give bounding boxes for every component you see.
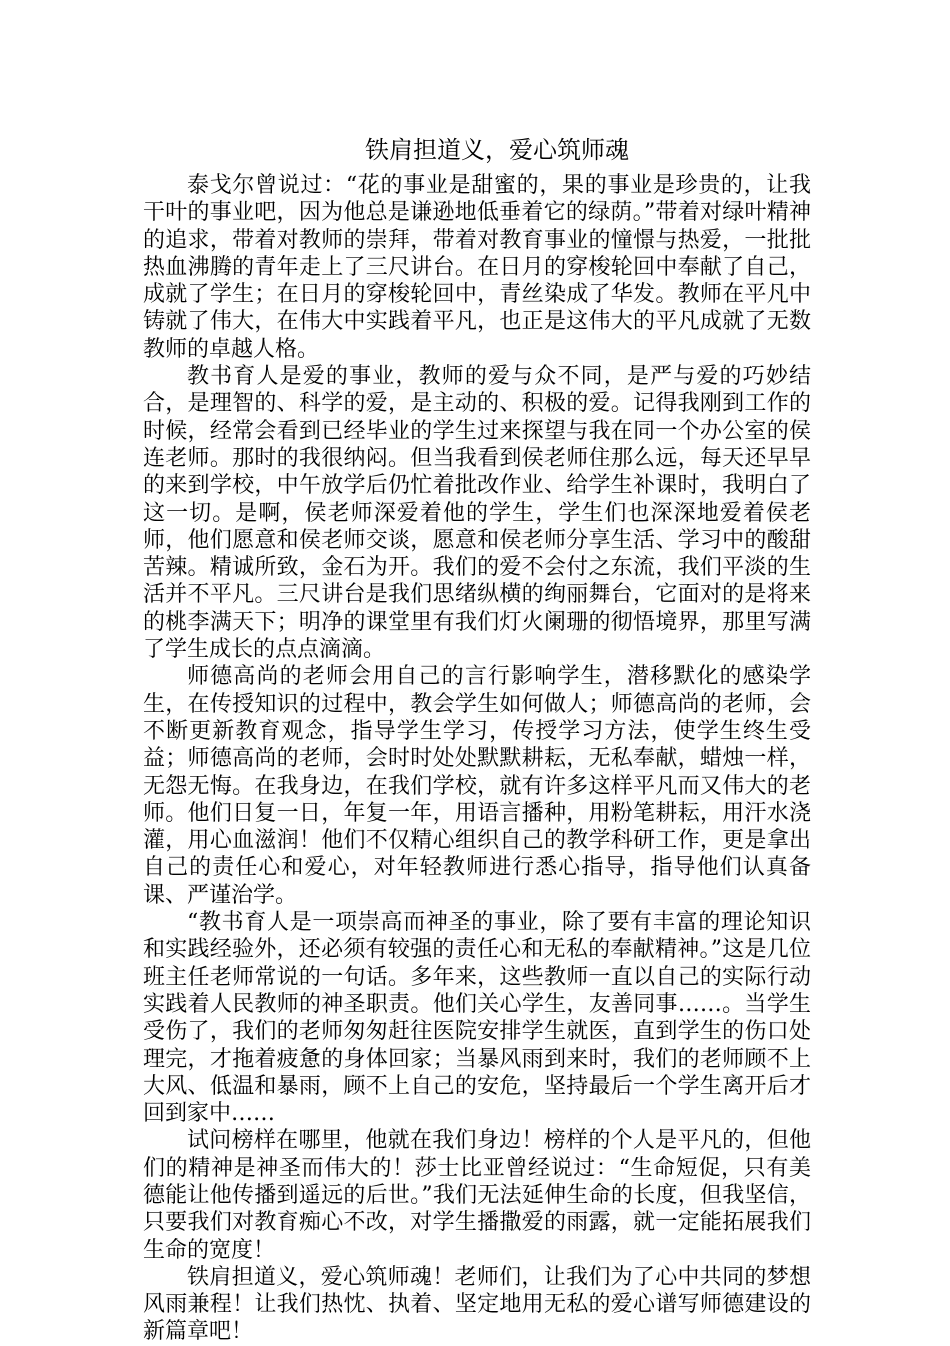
paragraph-3: 师德高尚的老师会用自己的言行影响学生，潜移默化的感染学生，在传授知识的过程中，教会学生如何做人；师德高尚的老师，会不断更新教育观念，指导学生学习，传授学习方法，使学生终生受益；师德高尚的老师，会时时处处默默耕耘，无私奉献，蜡烛一样，无怨无悔。在我身边，在我们学校，就有许多这样平凡而又伟大的老师。他们日复一日，年复一年，用语言播种，用粉笔耕耘，用汗水浇灌，用心血滋润！他们不仅精心组织自己的教学科研工作，更是拿出自己的责任心和爱心，对年轻教师进行悉心指导，指导他们认真备课、严谨治学。 [143,664,811,908]
paragraph-6: 铁肩担道义，爱心筑师魂！老师们，让我们为了心中共同的梦想风雨兼程！让我们热忱、执着、坚定地用无私的爱心谱写师德建设的新篇章吧！ [143,1264,811,1345]
paragraph-1: 泰戈尔曾说过：“花的事业是甜蜜的，果的事业是珍贵的，让我干叶的事业吧，因为他总是谦逊地低垂着它的绿荫。”带着对绿叶精神的追求，带着对教师的崇拜，带着对教育事业的憧憬与热爱，一批批热血沸腾的青年走上了三尺讲台。在日月的穿梭轮回中奉献了自己，成就了学生；在日月的穿梭轮回中，青丝染成了华发。教师在平凡中铸就了伟大，在伟大中实践着平凡，也正是这伟大的平凡成就了无数教师的卓越人格。 [143,173,811,362]
paragraph-4: “教书育人是一项崇高而神圣的事业，除了要有丰富的理论知识和实践经验外，还必须有较强的责任心和无私的奉献精神。”这是几位班主任老师常说的一句话。多年来，这些教师一直以自己的实际行动实践着人民教师的神圣职责。他们关心学生，友善同事……。当学生受伤了，我们的老师匆匆赶往医院安排学生就医，直到学生的伤口处理完，才拖着疲惫的身体回家；当暴风雨到来时，我们的老师顾不上大风、低温和暴雨，顾不上自己的安危，坚持最后一个学生离开后才回到家中…… [143,910,811,1127]
paragraph-2: 教书育人是爱的事业，教师的爱与众不同，是严与爱的巧妙结合，是理智的、科学的爱，是主动的、积极的爱。记得我刚到工作的时候，经常会看到已经毕业的学生过来探望与我在同一个办公室的侯连老师。那时的我很纳闷。但当我看到侯老师住那么远，每天还早早的来到学校，中午放学后仍忙着批改作业、给学生补课时，我明白了这一切。是啊，侯老师深爱着他的学生，学生们也深深地爱着侯老师，他们愿意和侯老师交谈，愿意和侯老师分享生活、学习中的酸甜苦辣。精诚所致，金石为开。我们的爱不会付之东流，我们平淡的生活并不平凡。三尺讲台是我们思绪纵横的绚丽舞台，它面对的是将来的桃李满天下；明净的课堂里有我们灯火阑珊的彻悟境界，那里写满了学生成长的点点滴滴。 [143,364,811,663]
document-page [143,128,811,1346]
document-title: 铁肩担道义，爱心筑师魂 [365,136,629,164]
paragraph-5: 试问榜样在哪里，他就在我们身边！榜样的个人是平凡的，但他们的精神是神圣而伟大的！莎士比亚曾经说过：“生命短促，只有美德能让他传播到遥远的后世。”我们无法延伸生命的长度，但我坚信，只要我们对教育痴心不改，对学生播撒爱的雨露，就一定能拓展我们生命的宽度！ [143,1128,811,1263]
